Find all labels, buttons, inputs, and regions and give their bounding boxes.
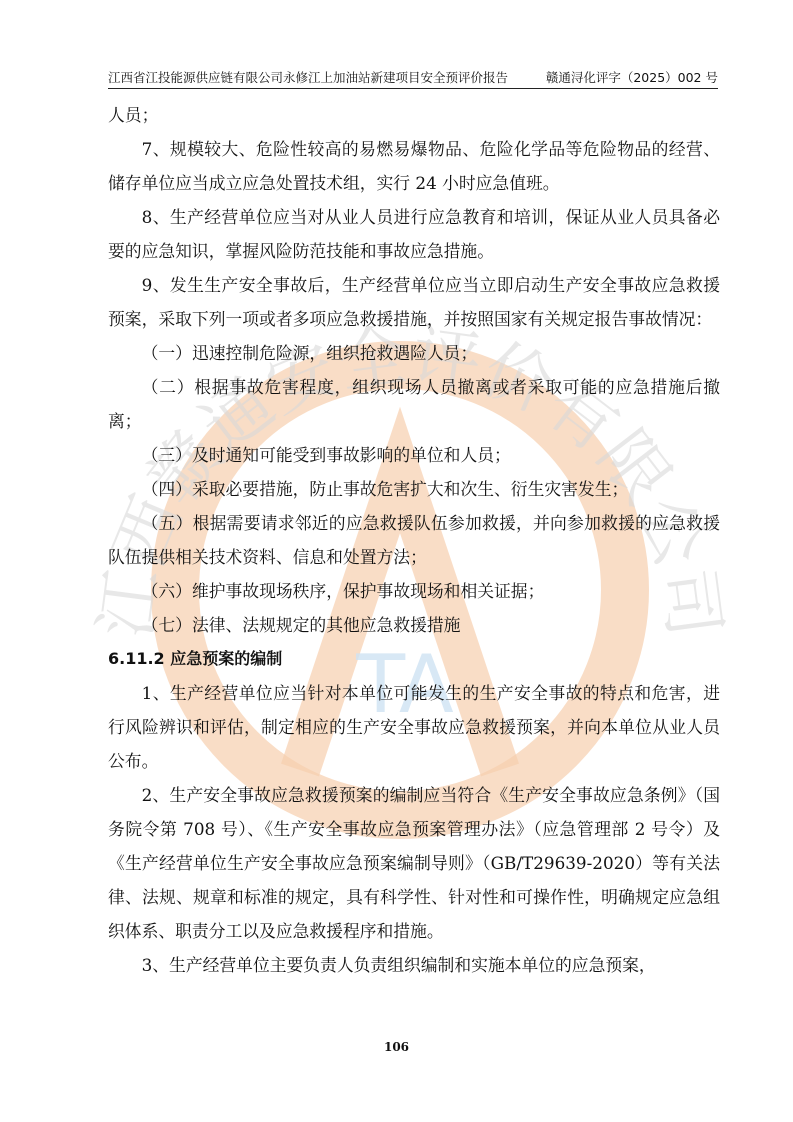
paragraph-item-7: 7、规模较大、危险性较高的易燃易爆物品、危险化学品等危险物品的经营、储存单位应当成立应急处置技术组，实行 24 小时应急值班。 xyxy=(108,139,720,193)
paragraph-prep-1: 1、生产经营单位应当针对本单位可能发生的生产安全事故的特点和危害，进行风险辨识和评估，制定相应的生产安全事故应急救援预案，并向本单位从业人员公布。 xyxy=(108,683,720,771)
header-report-title: 江西省江投能源供应链有限公司永修江上加油站新建项目安全预评价报告 xyxy=(108,70,509,85)
measure-item-5: （五）根据需要请求邻近的应急救援队伍参加救援，并向参加救援的应急救援队伍提供相关技术资料、信息和处置方法； xyxy=(108,513,720,567)
measure-item-3: （三）及时通知可能受到事故影响的单位和人员； xyxy=(141,445,511,465)
page-number: 106 xyxy=(383,1040,410,1054)
paragraph-prep-3: 3、生产经营单位主要负责人负责组织编制和实施本单位的应急预案， xyxy=(141,955,656,975)
measure-item-1: （一）迅速控制危险源，组织抢救遇险人员； xyxy=(141,343,478,363)
measure-item-6: （六）维护事故现场秩序，保护事故现场和相关证据； xyxy=(141,581,545,601)
measure-item-4: （四）采取必要措施，防止事故危害扩大和次生、衍生灾害发生； xyxy=(141,479,629,499)
paragraph-item-9: 9、发生生产安全事故后，生产经营单位应当立即启动生产安全事故应急救援预案，采取下列一项或者多项应急救援措施，并按照国家有关规定报告事故情况： xyxy=(108,275,720,329)
section-heading: 6.11.2 应急预案的编制 xyxy=(108,649,283,668)
header-document-number: 赣通浔化评字（2025）002 号 xyxy=(545,70,718,85)
paragraph-item-8: 8、生产经营单位应当对从业人员进行应急教育和培训，保证从业人员具备必要的应急知识，掌握风险防范技能和事故应急措施。 xyxy=(108,207,720,261)
paragraph-continuation: 人员； xyxy=(108,105,159,125)
measure-item-2: （二）根据事故危害程度，组织现场人员撤离或者采取可能的应急措施后撤离； xyxy=(108,377,720,431)
watermark-company-text: 江西赣通安全评价有限公司 xyxy=(86,316,734,643)
paragraph-prep-2: 2、生产安全事故应急救援预案的编制应当符合《生产安全事故应急条例》（国务院令第 708 号）、《生产安全事故应急预案管理办法》（应急管理部 2 号令）及《生产经营单位生产安全事故应急预案编制导则》（GB/T29639-2020）等有关法律、法规、规章和标准的规定，具有科学性、针对性和可操作性，明确规定应急组织体系、职责分工以及应急救援程序和措施。 xyxy=(108,785,720,941)
document-body xyxy=(108,98,720,982)
watermark-letters: TA xyxy=(356,638,454,731)
measure-item-7: （七）法律、法规规定的其他应急救援措施 xyxy=(141,615,461,635)
page-header xyxy=(108,70,718,89)
